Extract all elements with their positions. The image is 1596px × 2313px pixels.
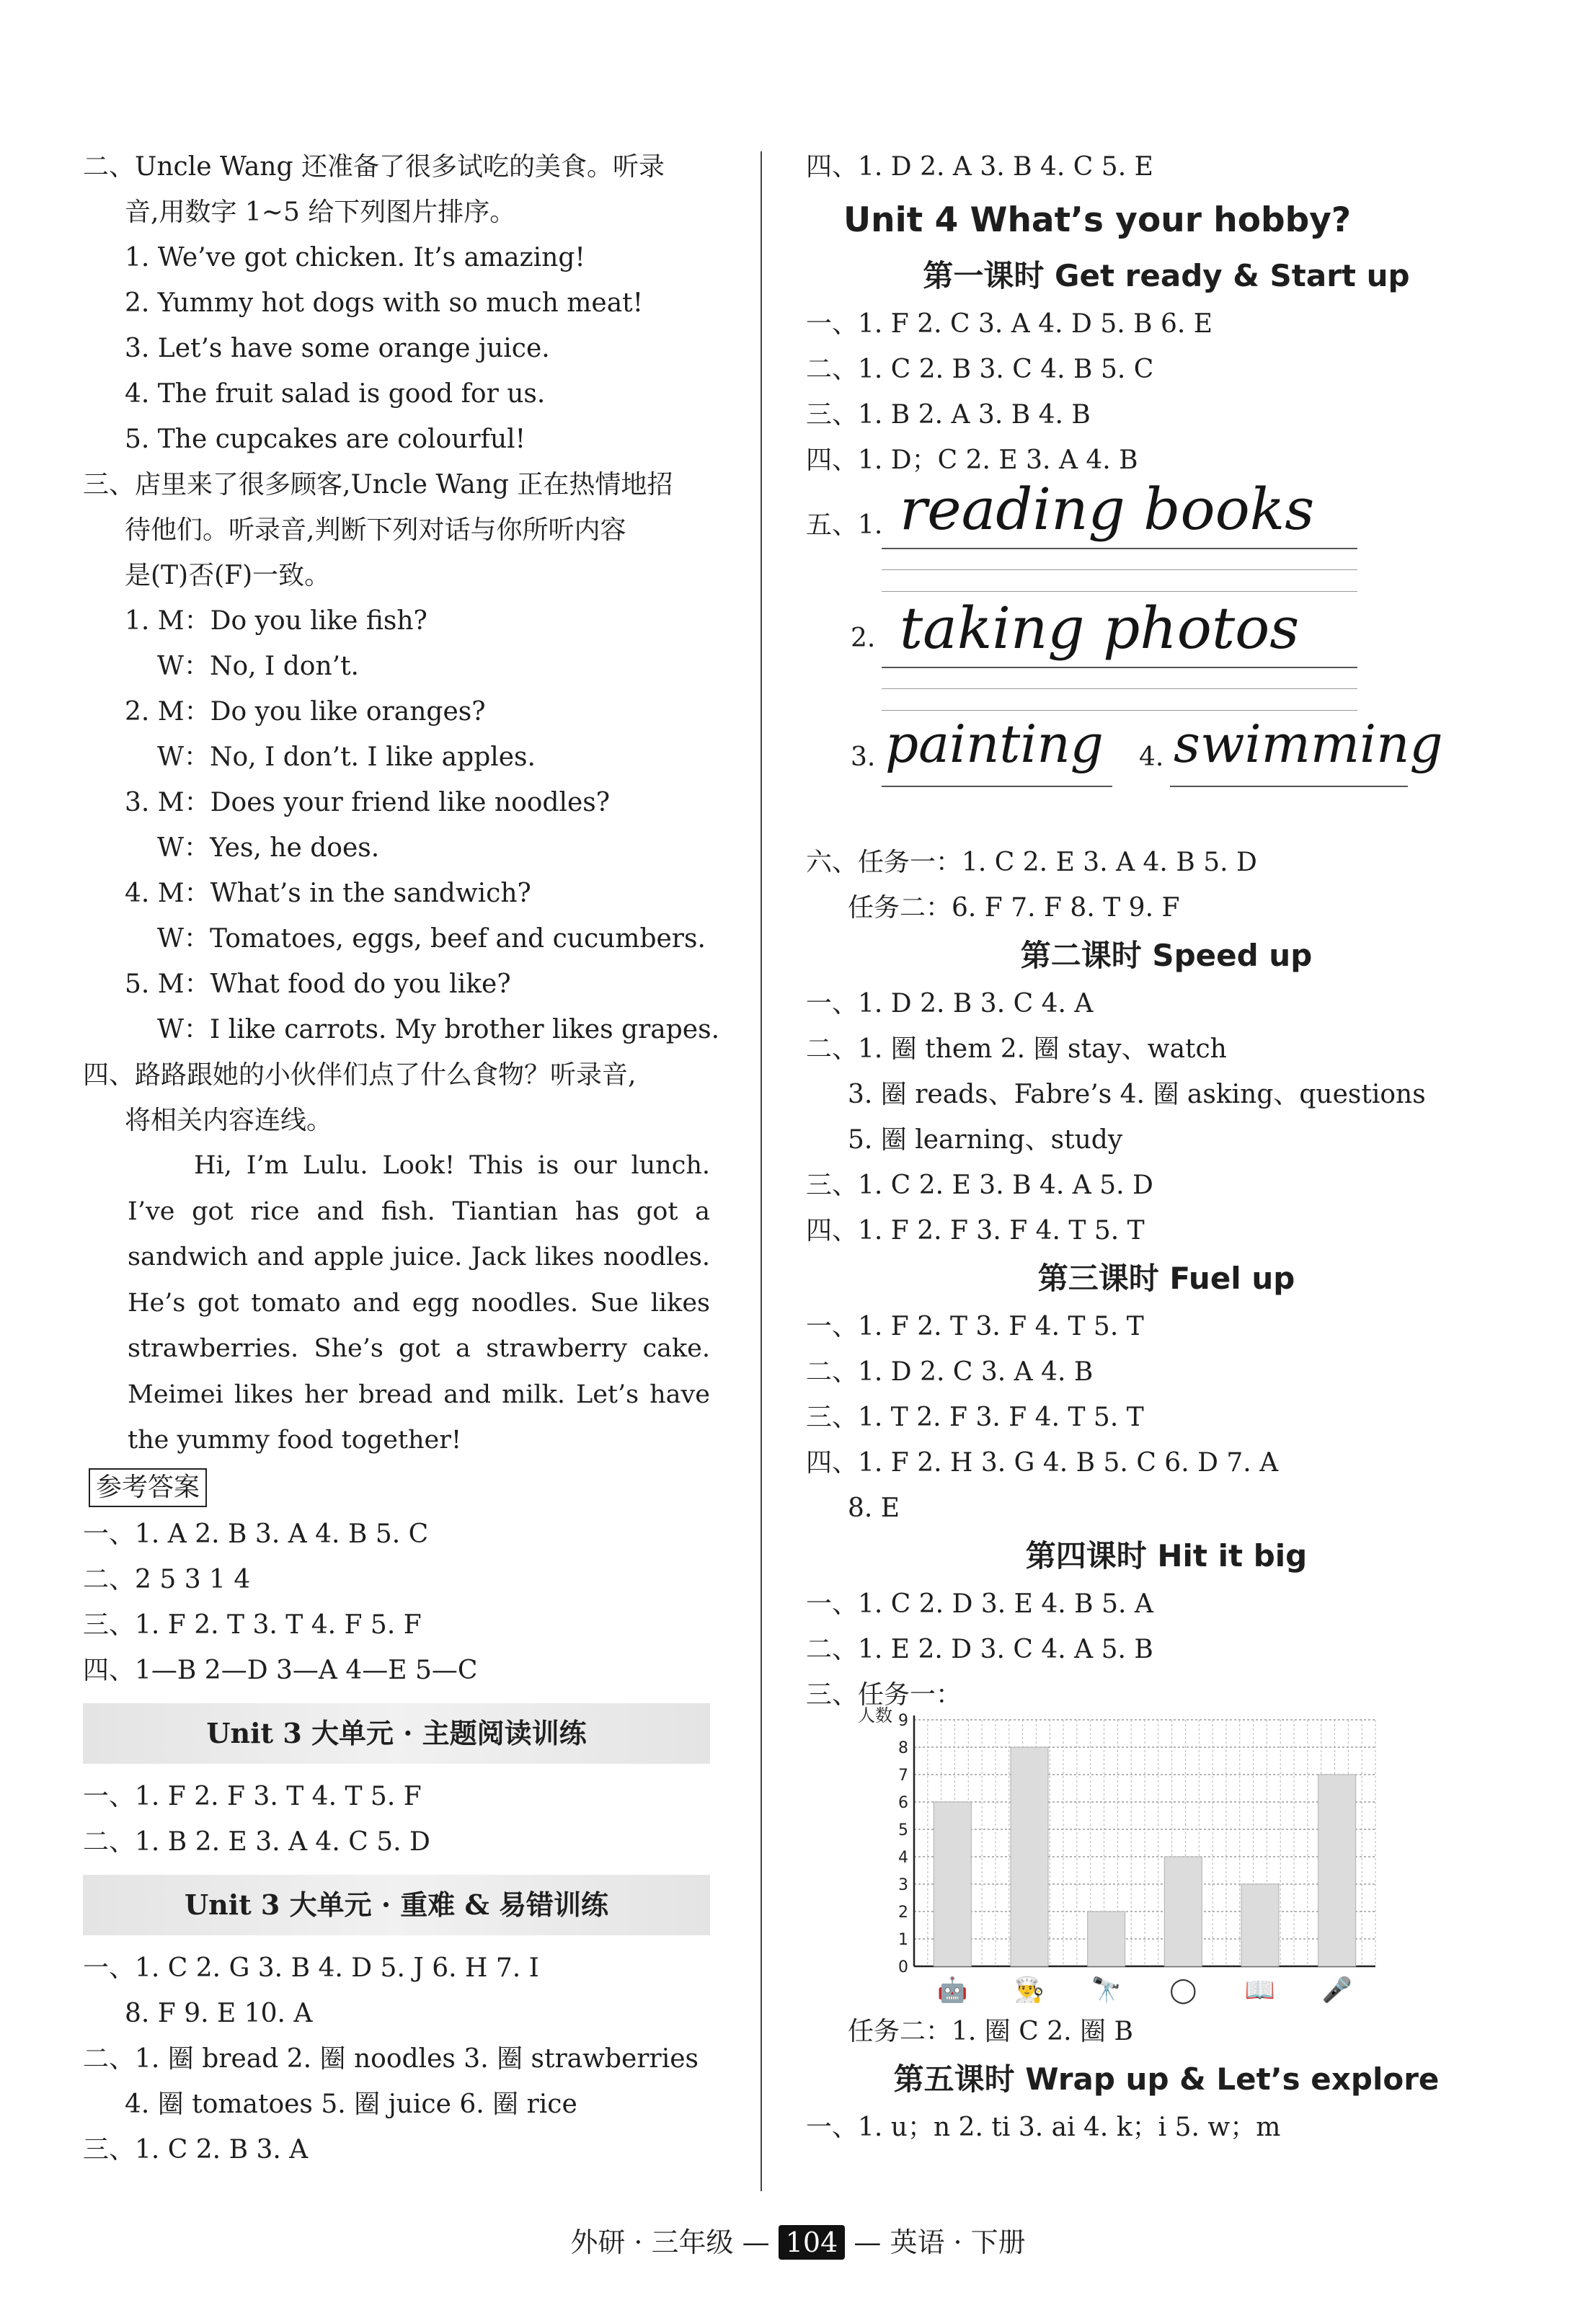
microphone-icon: 🎤: [1321, 1976, 1352, 2005]
q2-item: 5. The cupcakes are colourful!: [125, 425, 526, 454]
page-number: 104: [779, 2225, 846, 2260]
page-footer: [0, 2220, 1596, 2260]
y-tick-label: 6: [898, 1794, 908, 1812]
y-tick-label: 2: [898, 1904, 908, 1922]
ref-answer: 四、1—B 2—D 3—A 4—E 5—C: [83, 1655, 478, 1685]
lesson-4-title: 第四课时 Hit it big: [1025, 1538, 1308, 1573]
handwriting-row-2: [806, 595, 1527, 721]
ref-answer: 二、2 5 3 1 4: [83, 1564, 251, 1594]
lesson1-answer: 三、1. B 2. A 3. B 4. B: [806, 400, 1091, 430]
band1-answer: 一、1. F 2. F 3. T 4. T 5. F: [83, 1781, 422, 1811]
q3-title-1: 三、店里来了很多顾客,Uncle Wang 正在热情地招: [83, 470, 673, 500]
lesson3-answer: 一、1. F 2. T 3. F 4. T 5. T: [806, 1312, 1144, 1341]
chef-hat-icon: 👨‍🍳: [1014, 1976, 1045, 2005]
lesson5-answer: 一、1. u；n 2. ti 3. ai 4. k；i 5. w；m: [806, 2113, 1281, 2142]
lesson3-answer: 四、1. F 2. H 3. G 4. B 5. C 6. D 7. A: [806, 1448, 1279, 1478]
dialog-m: 4. M：What’s in the sandwich?: [125, 879, 531, 908]
writing-line: [882, 591, 1357, 592]
handwriting-word: painting: [885, 714, 1104, 774]
dialog-w: W：Tomatoes, eggs, beef and cucumbers.: [157, 924, 706, 954]
band2-answer: 三、1. C 2. B 3. A: [83, 2134, 309, 2165]
q5-num: 4.: [1139, 742, 1164, 772]
footer-left: 外研 · 三年级 —: [570, 2227, 770, 2258]
chart-bar: [1241, 1884, 1279, 1966]
q2-item: 1. We’ve got chicken. It’s amazing!: [125, 243, 585, 272]
writing-line: [882, 710, 1357, 711]
y-tick-label: 7: [898, 1767, 908, 1785]
lesson-5-title: 第五课时 Wrap up & Let’s explore: [893, 2061, 1440, 2097]
lesson2-answer: 一、1. D 2. B 3. C 4. A: [806, 989, 1094, 1018]
column-divider: [761, 151, 762, 2191]
task2-answer: 任务二：1. 圈 C 2. 圈 B: [848, 2017, 1133, 2046]
lesson1-answer: 二、1. C 2. B 3. C 4. B 5. C: [806, 355, 1154, 384]
q2-item: 3. Let’s have some orange juice.: [125, 334, 550, 363]
binoculars-icon: 🔭: [1091, 1976, 1122, 2005]
writing-line: [882, 548, 1357, 549]
hobby-bar-chart: [806, 1705, 1397, 2006]
lesson2-answer: 四、1. F 2. F 3. F 4. T 5. T: [806, 1216, 1145, 1246]
band2-answer: 一、1. C 2. G 3. B 4. D 5. J 6. H 7. I: [83, 1953, 539, 1983]
book-icon: 📖: [1244, 1976, 1276, 2005]
ref-answer: 三、1. F 2. T 3. T 4. F 5. F: [83, 1610, 422, 1640]
dialog-m: 3. M：Does your friend like noodles?: [125, 788, 611, 817]
chart-bar: [1318, 1775, 1356, 1966]
q6-answer: 任务二：6. F 7. F 8. T 9. F: [848, 893, 1180, 923]
q2-item: 4. The fruit salad is good for us.: [125, 379, 546, 409]
dialog-w: W：Yes, he does.: [157, 833, 380, 863]
lesson2-answer: 二、1. 圈 them 2. 圈 stay、watch: [806, 1034, 1227, 1064]
lesson3-answer: 三、1. T 2. F 3. F 4. T 5. T: [806, 1403, 1144, 1432]
footer-right: — 英语 · 下册: [854, 2227, 1026, 2258]
handwriting-word: reading books: [900, 476, 1315, 543]
ref-answer: 一、1. A 2. B 3. A 4. B 5. C: [83, 1519, 429, 1549]
dialog-w: W：No, I don’t.: [157, 652, 359, 681]
chart-bar: [1164, 1857, 1202, 1966]
lesson-2-title: 第二课时 Speed up: [1020, 938, 1313, 973]
lesson1-answer: 四、1. D；C 2. E 3. A 4. B: [806, 445, 1138, 475]
q3-title-3: 是(T)否(F)一致。: [125, 561, 331, 590]
y-tick-label: 0: [898, 1958, 908, 1976]
robot-icon: 🤖: [937, 1976, 968, 2005]
q4-passage: Hi, I’m Lulu. Look! This is our lunch. I’ve got rice and fish. Tiantian has got a sandwich and apple juice. Jack likes noodles. He’s got tomato and egg noodles. Sue likes strawberries. She’s got a strawberry cake. Meimei likes her bread and milk. Let’s have the yummy food together!: [128, 1151, 710, 1455]
lesson4-answer: 二、1. E 2. D 3. C 4. A 5. B: [806, 1635, 1153, 1664]
q2-item: 2. Yummy hot dogs with so much meat!: [125, 288, 644, 318]
y-tick-label: 1: [898, 1931, 908, 1949]
handwriting-row-1: [806, 476, 1527, 602]
y-tick-label: 5: [898, 1821, 908, 1839]
band2-answer: 4. 圈 tomatoes 5. 圈 juice 6. 圈 rice: [125, 2089, 577, 2119]
handwriting-row-3: [806, 714, 1527, 840]
lesson3-answer: 二、1. D 2. C 3. A 4. B: [806, 1357, 1094, 1387]
left-column: [83, 144, 720, 2172]
chart-bar: [1011, 1747, 1048, 1966]
band2-answer: 8. F 9. E 10. A: [125, 1998, 313, 2028]
section-band-reading: Unit 3 大单元 · 主题阅读训练: [83, 1703, 710, 1764]
reference-answers-label: 参考答案: [89, 1468, 207, 1507]
y-tick-label: 3: [898, 1876, 908, 1894]
writing-line: [882, 786, 1112, 787]
q5-label: 五、1.: [806, 510, 883, 540]
chart-bar: [1088, 1912, 1125, 1966]
lesson3-answer: 8. E: [848, 1493, 900, 1523]
section-band-difficult: Unit 3 大单元 · 重难 & 易错训练: [83, 1875, 710, 1935]
unit-title: Unit 4 What’s your hobby?: [843, 200, 1352, 240]
plate-icon: ◯: [1169, 1976, 1197, 2005]
y-tick-label: 4: [898, 1849, 908, 1867]
lesson-1-title: 第一课时 Get ready & Start up: [923, 258, 1410, 293]
q3-title-2: 待他们。听录音,判断下列对话与你所听内容: [125, 515, 626, 545]
lesson2-answer: 5. 圈 learning、study: [848, 1125, 1123, 1155]
q2-title-1: 二、Uncle Wang 还准备了很多试吃的美食。听录: [83, 152, 665, 182]
lesson4-answer: 三、任务一：: [806, 1680, 962, 1710]
q6-answer: 六、任务一：1. C 2. E 3. A 4. B 5. D: [806, 848, 1257, 877]
lesson2-answer: 3. 圈 reads、Fabre’s 4. 圈 asking、questions: [848, 1080, 1426, 1109]
dialog-w: W：No, I don’t. I like apples.: [157, 742, 536, 772]
writing-line: [882, 688, 1357, 689]
band2-answer: 二、1. 圈 bread 2. 圈 noodles 3. 圈 strawberries: [83, 2043, 699, 2074]
dialog-m: 5. M：What food do you like?: [125, 969, 511, 999]
writing-line: [882, 569, 1357, 570]
band1-answer: 二、1. B 2. E 3. A 4. C 5. D: [83, 1826, 430, 1857]
handwriting-word: swimming: [1174, 714, 1443, 774]
writing-line: [882, 667, 1357, 668]
y-axis-label: 人数: [858, 1705, 892, 1726]
dialog-m: 1. M：Do you like fish?: [125, 606, 427, 636]
y-tick-label: 8: [898, 1739, 908, 1757]
q2-title-2: 音,用数字 1~5 给下列图片排序。: [125, 197, 516, 227]
q5-num: 3.: [851, 742, 876, 772]
lesson1-answer: 一、1. F 2. C 3. A 4. D 5. B 6. E: [806, 309, 1213, 339]
q4-title-1: 四、路路跟她的小伙伴们点了什么食物？听录音,: [83, 1060, 637, 1090]
right-column: [806, 144, 1527, 2150]
writing-line: [1170, 786, 1408, 787]
dialog-w: W：I like carrots. My brother likes grapes.: [157, 1015, 720, 1044]
lesson-3-title: 第三课时 Fuel up: [1037, 1261, 1295, 1296]
q4-title-2: 将相关内容连线。: [125, 1106, 333, 1135]
dialog-m: 2. M：Do you like oranges?: [125, 697, 486, 727]
top-answer-line: 四、1. D 2. A 3. B 4. C 5. E: [806, 152, 1153, 182]
q5-num: 2.: [851, 623, 876, 653]
lesson2-answer: 三、1. C 2. E 3. B 4. A 5. D: [806, 1171, 1153, 1200]
y-tick-label: 9: [898, 1712, 908, 1730]
lesson4-answer: 一、1. C 2. D 3. E 4. B 5. A: [806, 1589, 1153, 1619]
handwriting-word: taking photos: [900, 595, 1300, 662]
chart-bar: [934, 1802, 971, 1966]
